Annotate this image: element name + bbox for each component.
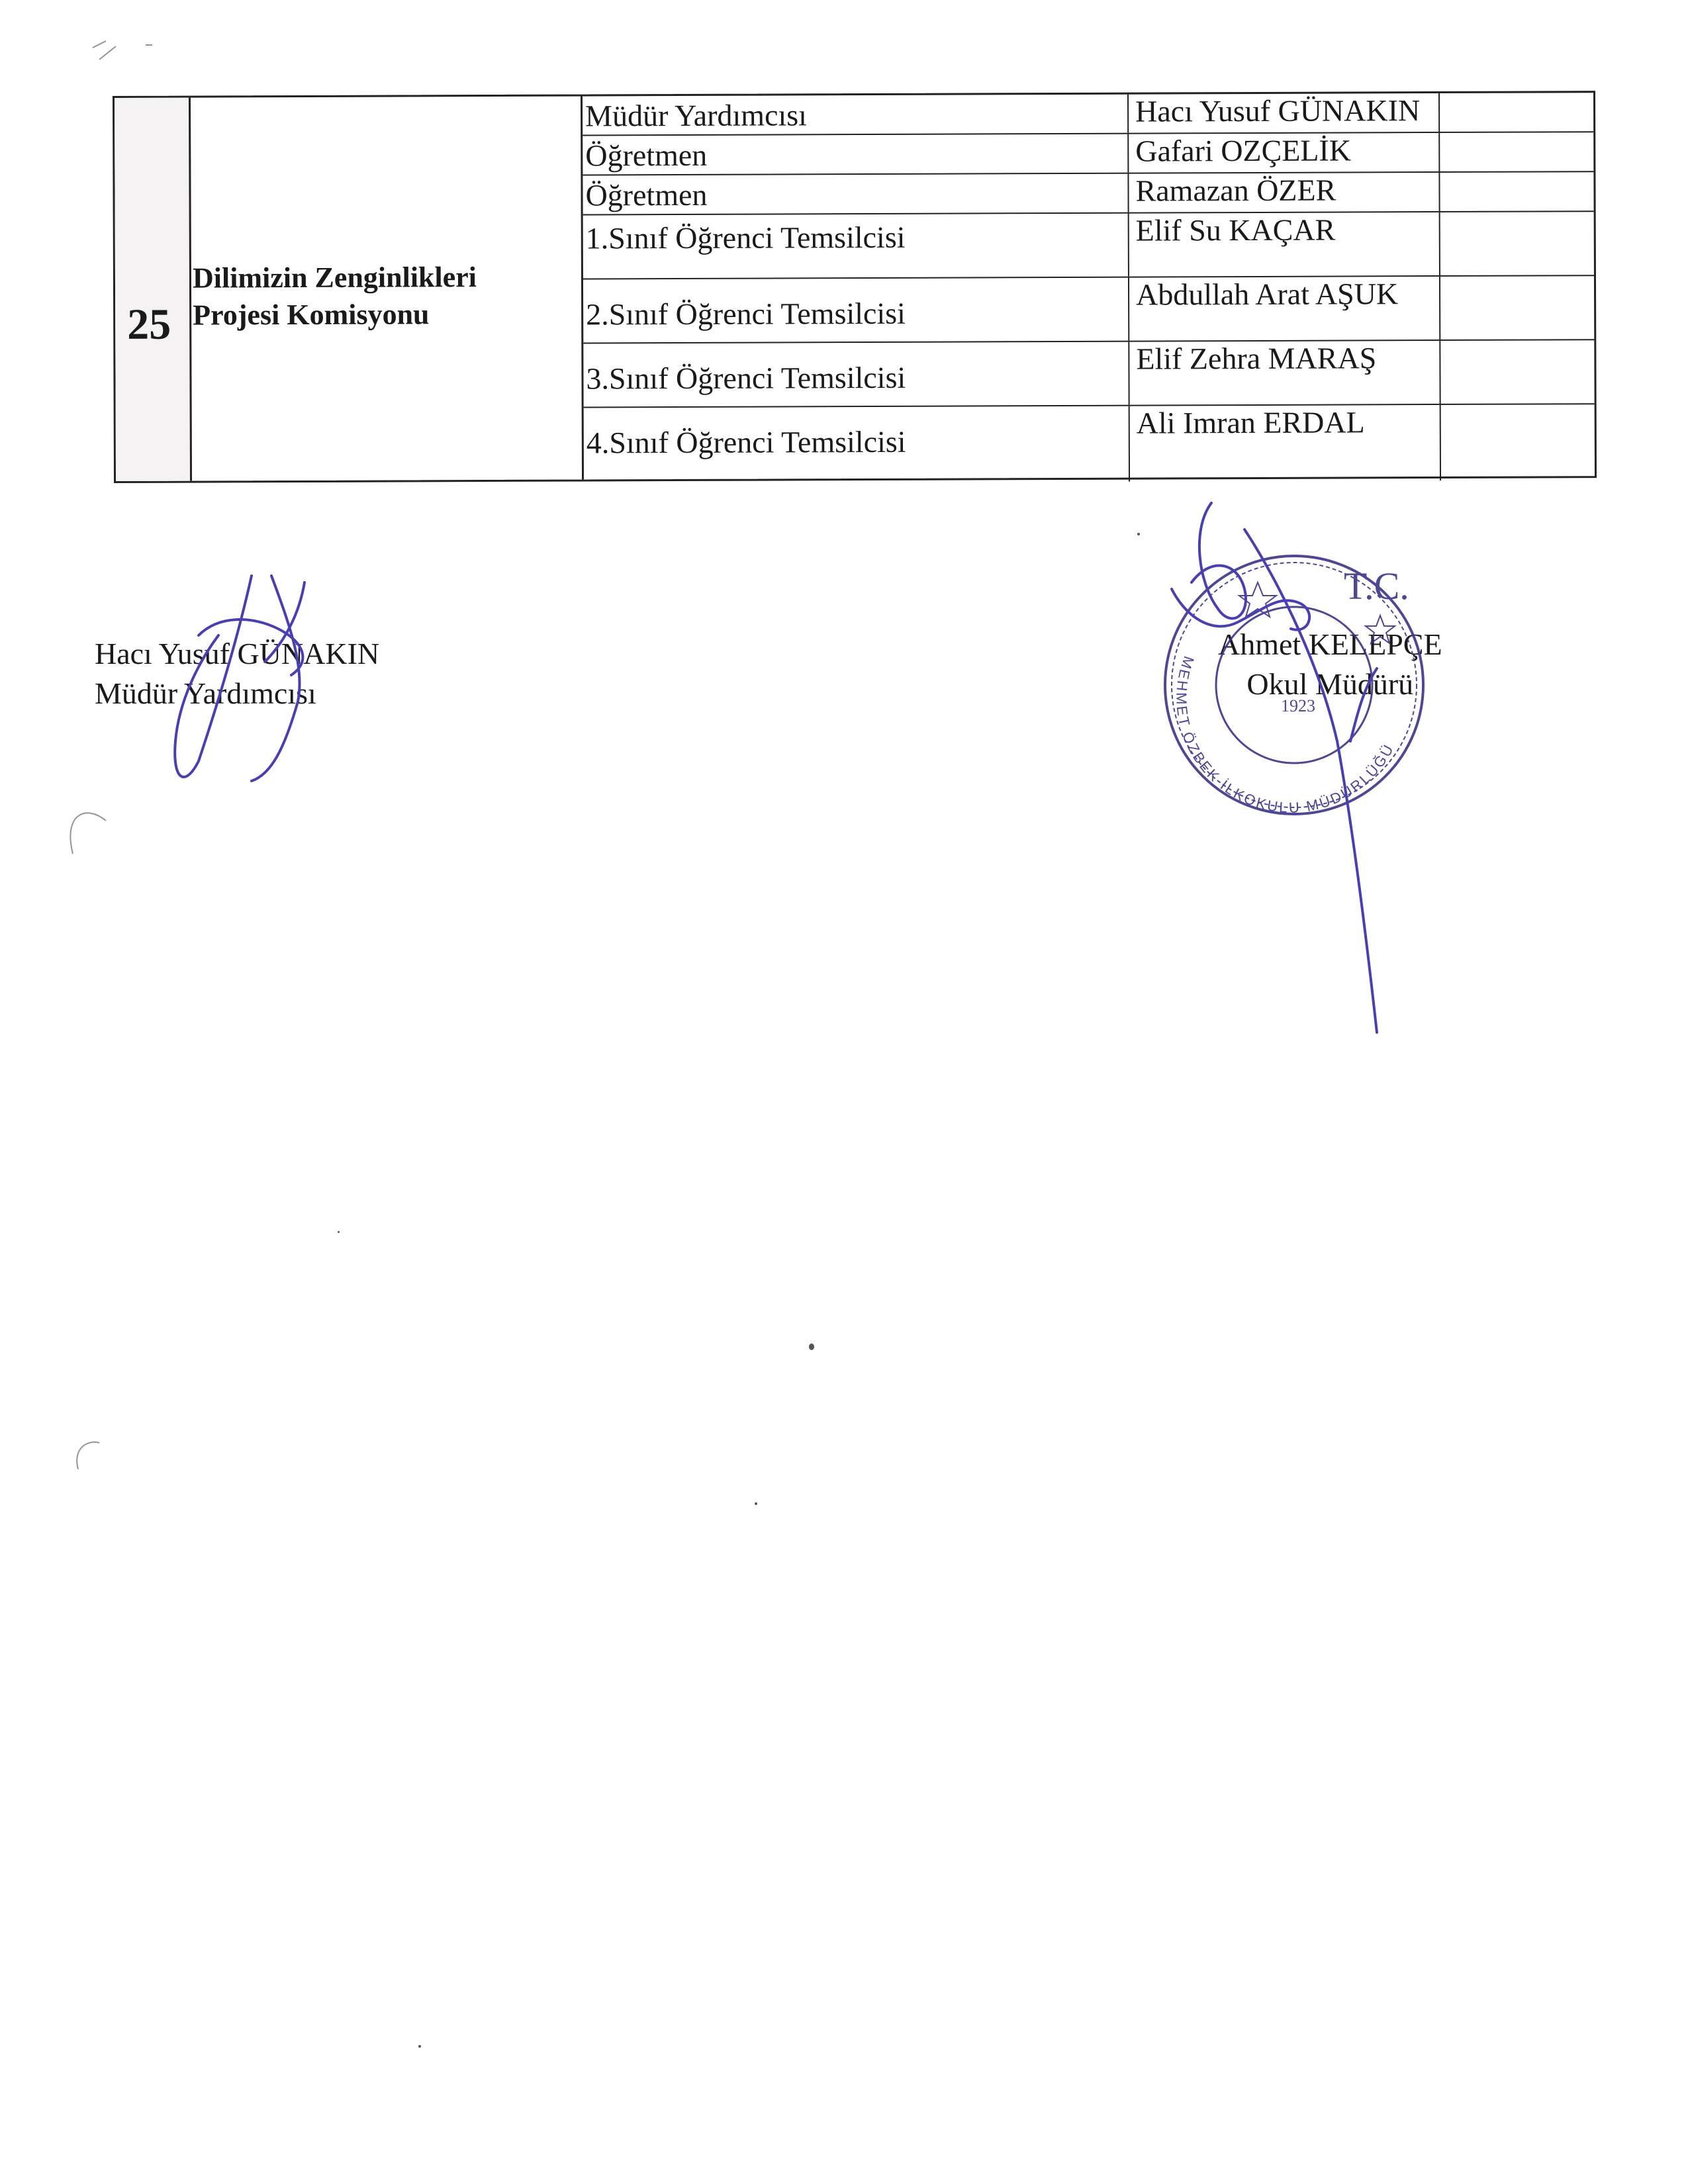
member-row [583, 340, 1594, 408]
committee-name [193, 259, 477, 334]
member-role: 2.Sınıf Öğrenci Temsilcisi [583, 278, 1129, 343]
member-name: Ramazan ÖZER [1129, 173, 1440, 212]
member-row [583, 276, 1594, 343]
scan-speck [755, 1502, 757, 1505]
member-role: Müdür Yardımcısı [583, 95, 1129, 135]
member-row [583, 132, 1593, 175]
member-signature-cell [1440, 212, 1594, 275]
deputy-principal-signature-block [95, 634, 379, 713]
member-name: Ali Imran ERDAL [1130, 405, 1441, 482]
member-rows [583, 93, 1595, 479]
scan-speck [338, 1231, 340, 1233]
member-row [584, 404, 1595, 483]
signatory-name: Hacı Yusuf GÜNAKIN [95, 637, 380, 670]
row-number-cell [115, 98, 192, 481]
committee-table [113, 91, 1597, 483]
member-signature-cell [1440, 172, 1593, 211]
member-name: Elif Su KAÇAR [1129, 212, 1440, 277]
scan-speck [1137, 533, 1140, 535]
member-name: Gafari OZÇELİK [1129, 133, 1440, 173]
committee-name-line2: Projesi Komisyonu [193, 298, 430, 332]
scan-speck [418, 2045, 421, 2048]
member-role: 3.Sınıf Öğrenci Temsilcisi [583, 342, 1129, 407]
committee-name-cell [191, 97, 584, 481]
member-row [583, 212, 1594, 279]
stamp-year-text: 1923 [1281, 696, 1315, 715]
member-row [583, 93, 1593, 136]
principal-handwritten-signature [1172, 503, 1377, 1032]
member-signature-cell [1440, 340, 1594, 404]
committee-name-line1: Dilimizin Zenginlikleri [192, 261, 477, 295]
scan-speck [809, 1343, 814, 1350]
signatory-title: Müdür Yardımcısı [95, 676, 316, 710]
member-signature-cell [1440, 93, 1593, 132]
member-role: Öğretmen [583, 134, 1129, 175]
member-role: 1.Sınıf Öğrenci Temsilcisi [583, 214, 1129, 279]
stamp-top-text: T.C. [1344, 565, 1409, 608]
stamp-ring-text: MEHMET ÖZBEK İLKOKULU MÜDÜRLÜĞÜ [1173, 654, 1397, 816]
member-role: 4.Sınıf Öğrenci Temsilcisi [584, 406, 1130, 484]
signatory-title: Okul Müdürü [1246, 667, 1414, 701]
member-signature-cell [1441, 404, 1595, 480]
member-role: Öğretmen [583, 174, 1129, 214]
member-name: Hacı Yusuf GÜNAKIN [1129, 93, 1440, 133]
member-name: Abdullah Arat AŞUK [1129, 277, 1440, 341]
member-signature-cell [1440, 132, 1593, 171]
signatory-name: Ahmet KELEPÇE [1218, 627, 1442, 661]
member-signature-cell [1440, 276, 1594, 340]
member-name: Elif Zehra MARAŞ [1129, 341, 1440, 405]
row-number: 25 [127, 300, 171, 349]
principal-signature-block [1218, 625, 1442, 704]
member-row [583, 172, 1593, 215]
